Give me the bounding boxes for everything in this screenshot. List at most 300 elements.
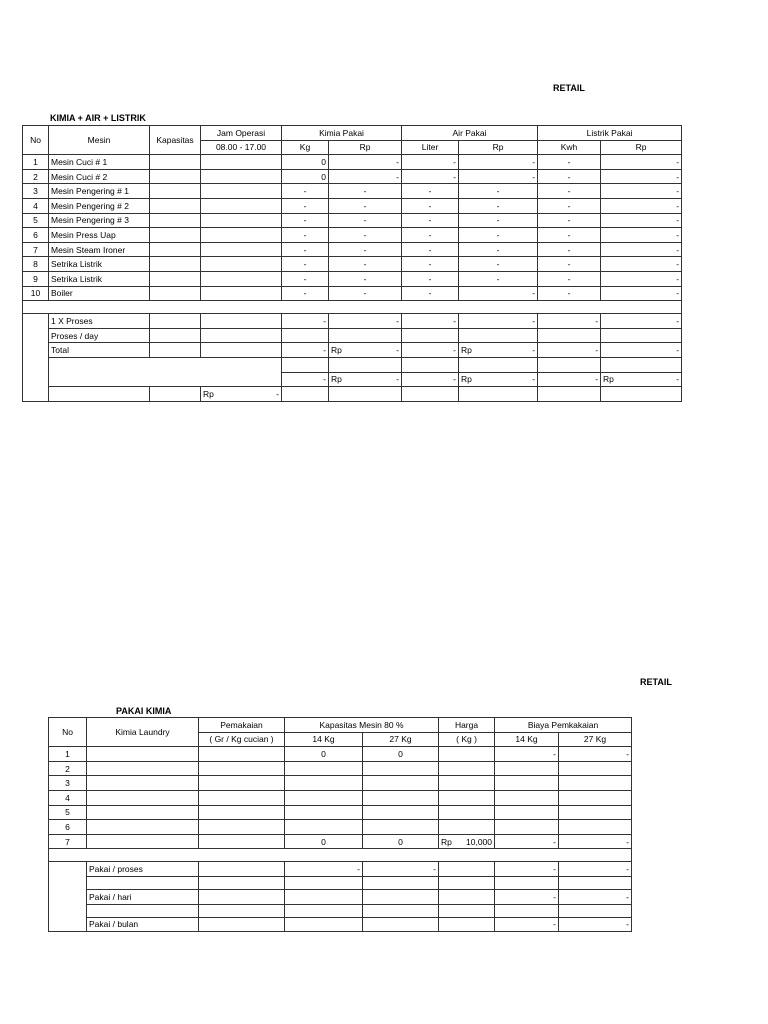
empty-cell xyxy=(459,357,538,372)
empty-cell xyxy=(49,387,150,402)
row-kwh: - xyxy=(538,155,601,170)
rp-prefix: Rp xyxy=(203,388,214,399)
row-no: 5 xyxy=(23,213,49,228)
row-kimia-laundry xyxy=(87,776,199,791)
row-liter: - xyxy=(402,271,459,286)
header-kimia-laundry: Kimia Laundry xyxy=(87,718,199,747)
row-kapasitas xyxy=(150,228,201,243)
empty-cell xyxy=(439,889,495,904)
row-kimia-laundry xyxy=(87,805,199,820)
row-kwh: - xyxy=(538,169,601,184)
machine-row xyxy=(23,155,682,170)
empty-cell xyxy=(363,904,439,917)
row-liter: - xyxy=(402,169,459,184)
row-biaya-14 xyxy=(495,761,559,776)
summary-row-pakai-proses xyxy=(49,862,632,877)
row-no: 10 xyxy=(23,286,49,301)
header-kg: Kg xyxy=(282,140,329,155)
header-no: No xyxy=(49,718,87,747)
summary-row-blank-1 xyxy=(49,876,632,889)
row-kapasitas xyxy=(150,242,201,257)
empty-cell xyxy=(495,904,559,917)
row-kapasitas xyxy=(150,213,201,228)
empty-cell xyxy=(87,876,199,889)
row-listrik-rp: - xyxy=(601,271,682,286)
row-liter: - xyxy=(402,198,459,213)
row-biaya-14 xyxy=(495,790,559,805)
chemical-row xyxy=(49,761,632,776)
row-kimia-rp: - xyxy=(329,286,402,301)
row-no: 7 xyxy=(23,242,49,257)
row-no: 1 xyxy=(49,747,87,762)
row-kimia-rp: - xyxy=(329,257,402,272)
empty-cell xyxy=(201,328,282,343)
machine-row xyxy=(23,242,682,257)
empty-cell xyxy=(150,314,201,329)
header-biaya: Biaya Pemkakaian xyxy=(495,718,632,733)
header-jam-operasi: Jam Operasi xyxy=(201,126,282,141)
grand-listrik-rp xyxy=(601,372,682,387)
row-jam xyxy=(201,286,282,301)
empty-cell xyxy=(199,862,285,877)
total-air-rp xyxy=(459,343,538,358)
row-jam xyxy=(201,155,282,170)
row-kwh: - xyxy=(538,271,601,286)
row-kwh: - xyxy=(538,198,601,213)
row-air-rp: - xyxy=(459,198,538,213)
row-listrik-rp: - xyxy=(601,169,682,184)
row-pemakaian xyxy=(199,747,285,762)
row-kwh: - xyxy=(538,242,601,257)
rp-value: - xyxy=(396,374,400,385)
header-pemakaian-unit: ( Gr / Kg cucian ) xyxy=(199,732,285,747)
row-no: 6 xyxy=(23,228,49,243)
empty-cell xyxy=(559,876,632,889)
row-no: 3 xyxy=(49,776,87,791)
empty-cell xyxy=(329,387,402,402)
row-pemakaian xyxy=(199,834,285,849)
row-liter: - xyxy=(402,213,459,228)
row-air-rp: - xyxy=(459,257,538,272)
proses-listrik-rp: - xyxy=(601,314,682,329)
empty-cell xyxy=(538,357,601,372)
row-mesin: Mesin Pengering # 1 xyxy=(49,184,150,199)
row-kapasitas xyxy=(150,169,201,184)
pakai-hari-b27: - xyxy=(559,889,632,904)
summary-row-proses-day xyxy=(23,328,682,343)
machine-row xyxy=(23,213,682,228)
row-listrik-rp: - xyxy=(601,184,682,199)
row-biaya-14 xyxy=(495,805,559,820)
rp-value: - xyxy=(276,388,279,399)
row-kwh: - xyxy=(538,228,601,243)
empty-cell xyxy=(559,904,632,917)
row-kimia-laundry xyxy=(87,747,199,762)
label-pakai-bulan: Pakai / bulan xyxy=(87,917,199,932)
empty-cell xyxy=(495,876,559,889)
empty-cell xyxy=(199,917,285,932)
empty-cell xyxy=(538,387,601,402)
row-air-rp: - xyxy=(459,169,538,184)
empty-cell xyxy=(282,357,329,372)
proses-kimia-rp: - xyxy=(329,314,402,329)
header-mesin: Mesin xyxy=(49,126,150,155)
machine-row xyxy=(23,184,682,199)
header-row-1 xyxy=(49,718,632,733)
grand-total-rp xyxy=(201,387,282,402)
empty-cell xyxy=(199,876,285,889)
merged-blank-cell xyxy=(49,357,282,386)
empty-cell xyxy=(402,387,459,402)
row-kap-14 xyxy=(285,805,363,820)
row-biaya-27 xyxy=(559,761,632,776)
proses-kg: - xyxy=(282,314,329,329)
section-title-pakai-kimia: PAKAI KIMIA xyxy=(116,706,172,716)
row-biaya-27 xyxy=(559,820,632,835)
row-mesin: Mesin Pengering # 2 xyxy=(49,198,150,213)
machine-row xyxy=(23,257,682,272)
row-air-rp: - xyxy=(459,271,538,286)
row-mesin: Boiler xyxy=(49,286,150,301)
row-kg: 0 xyxy=(282,155,329,170)
rp-prefix: Rp xyxy=(461,374,472,385)
header-kimia-rp: Rp xyxy=(329,140,402,155)
rp-prefix: Rp xyxy=(441,836,452,847)
row-kg: - xyxy=(282,257,329,272)
row-kg: 0 xyxy=(282,169,329,184)
row-harga xyxy=(439,747,495,762)
row-kap-27 xyxy=(363,776,439,791)
header-row-1 xyxy=(23,126,682,141)
row-kimia-rp: - xyxy=(329,155,402,170)
summary-label-proses-day: Proses / day xyxy=(49,328,150,343)
rp-value: - xyxy=(676,374,680,385)
chemical-row xyxy=(49,820,632,835)
row-kwh: - xyxy=(538,257,601,272)
row-no: 1 xyxy=(23,155,49,170)
summary-label-total: Total xyxy=(49,343,150,358)
header-biaya-27kg: 27 Kg xyxy=(559,732,632,747)
section-title-kimia-air-listrik: KIMIA + AIR + LISTRIK xyxy=(50,113,146,123)
row-liter: - xyxy=(402,184,459,199)
empty-cell xyxy=(199,904,285,917)
summary-row-pakai-hari xyxy=(49,889,632,904)
row-kap-27 xyxy=(363,761,439,776)
spacer-row xyxy=(23,301,682,314)
row-liter: - xyxy=(402,286,459,301)
row-air-rp: - xyxy=(459,242,538,257)
header-listrik-pakai: Listrik Pakai xyxy=(538,126,682,141)
empty-cell xyxy=(87,904,199,917)
retail-label-bottom: RETAIL xyxy=(640,677,672,687)
header-liter: Liter xyxy=(402,140,459,155)
row-kwh: - xyxy=(538,286,601,301)
row-no: 6 xyxy=(49,820,87,835)
row-kimia-rp: - xyxy=(329,213,402,228)
row-mesin: Mesin Pengering # 3 xyxy=(49,213,150,228)
row-listrik-rp: - xyxy=(601,198,682,213)
row-biaya-27: - xyxy=(559,747,632,762)
header-pemakaian: Pemakaian xyxy=(199,718,285,733)
header-harga: Harga xyxy=(439,718,495,733)
summary-row-proses xyxy=(23,314,682,329)
empty-cell xyxy=(363,917,439,932)
row-mesin: Mesin Steam Ironer xyxy=(49,242,150,257)
summary-row-blank-2 xyxy=(49,904,632,917)
empty-cell xyxy=(439,904,495,917)
rp-prefix: Rp xyxy=(461,345,472,356)
empty-cell xyxy=(363,889,439,904)
header-harga-unit: ( Kg ) xyxy=(439,732,495,747)
empty-cell xyxy=(285,876,363,889)
row-kimia-rp: - xyxy=(329,271,402,286)
rp-prefix: Rp xyxy=(603,374,614,385)
row-listrik-rp: - xyxy=(601,155,682,170)
chemical-row xyxy=(49,776,632,791)
row-pemakaian xyxy=(199,805,285,820)
empty-cell xyxy=(601,328,682,343)
pakai-bulan-b14: - xyxy=(495,917,559,932)
row-listrik-rp: - xyxy=(601,286,682,301)
machine-row xyxy=(23,169,682,184)
row-kapasitas xyxy=(150,155,201,170)
row-harga xyxy=(439,761,495,776)
header-kapasitas: Kapasitas Mesin 80 % xyxy=(285,718,439,733)
row-air-rp: - xyxy=(459,286,538,301)
row-kg: - xyxy=(282,271,329,286)
row-listrik-rp: - xyxy=(601,228,682,243)
row-kap-27 xyxy=(363,820,439,835)
header-kap-14kg: 14 Kg xyxy=(285,732,363,747)
row-no: 3 xyxy=(23,184,49,199)
empty-cell xyxy=(459,328,538,343)
row-kg: - xyxy=(282,213,329,228)
row-pemakaian xyxy=(199,820,285,835)
row-kwh: - xyxy=(538,213,601,228)
rp-value: - xyxy=(396,345,400,356)
summary-row-pakai-bulan xyxy=(49,917,632,932)
row-jam xyxy=(201,257,282,272)
empty-cell xyxy=(402,328,459,343)
header-jam-time: 08.00 - 17.00 xyxy=(201,140,282,155)
empty-cell xyxy=(285,904,363,917)
row-kap-14: 0 xyxy=(285,834,363,849)
row-harga xyxy=(439,776,495,791)
label-pakai-hari: Pakai / hari xyxy=(87,889,199,904)
machine-row xyxy=(23,271,682,286)
summary-no-cell xyxy=(49,862,87,932)
row-biaya-14 xyxy=(495,776,559,791)
label-pakai-proses: Pakai / proses xyxy=(87,862,199,877)
proses-liter: - xyxy=(402,314,459,329)
row-no: 8 xyxy=(23,257,49,272)
row-mesin: Mesin Press Uap xyxy=(49,228,150,243)
grand-kwh: - xyxy=(538,372,601,387)
empty-cell xyxy=(601,387,682,402)
empty-cell xyxy=(282,387,329,402)
kimia-air-listrik-table xyxy=(22,125,682,402)
row-liter: - xyxy=(402,257,459,272)
empty-cell xyxy=(538,328,601,343)
row-air-rp: - xyxy=(459,155,538,170)
header-no: No xyxy=(23,126,49,155)
row-listrik-rp: - xyxy=(601,213,682,228)
header-air-pakai: Air Pakai xyxy=(402,126,538,141)
summary-no-cell xyxy=(23,314,49,402)
summary-row-blank xyxy=(23,357,682,372)
row-no: 4 xyxy=(23,198,49,213)
row-liter: - xyxy=(402,228,459,243)
pakai-proses-14: - xyxy=(285,862,363,877)
header-air-rp: Rp xyxy=(459,140,538,155)
row-no: 4 xyxy=(49,790,87,805)
row-no: 2 xyxy=(49,761,87,776)
total-kg: - xyxy=(282,343,329,358)
empty-cell xyxy=(199,889,285,904)
row-jam xyxy=(201,184,282,199)
chemical-row xyxy=(49,805,632,820)
row-listrik-rp: - xyxy=(601,242,682,257)
pakai-kimia-table xyxy=(48,717,632,932)
row-kapasitas xyxy=(150,198,201,213)
spacer-cell xyxy=(49,849,632,862)
spacer-row xyxy=(49,849,632,862)
summary-label-proses: 1 X Proses xyxy=(49,314,150,329)
row-air-rp: - xyxy=(459,213,538,228)
row-air-rp: - xyxy=(459,184,538,199)
row-kapasitas xyxy=(150,257,201,272)
empty-cell xyxy=(285,889,363,904)
total-liter: - xyxy=(402,343,459,358)
row-mesin: Mesin Cuci # 1 xyxy=(49,155,150,170)
row-kap-27: 0 xyxy=(363,747,439,762)
row-kimia-laundry xyxy=(87,820,199,835)
row-pemakaian xyxy=(199,776,285,791)
proses-kwh: - xyxy=(538,314,601,329)
row-kap-27 xyxy=(363,805,439,820)
row-jam xyxy=(201,213,282,228)
row-kimia-rp: - xyxy=(329,228,402,243)
row-kap-14 xyxy=(285,820,363,835)
empty-cell xyxy=(439,917,495,932)
row-kg: - xyxy=(282,198,329,213)
empty-cell xyxy=(402,357,459,372)
row-biaya-14: - xyxy=(495,747,559,762)
row-biaya-27: - xyxy=(559,834,632,849)
header-biaya-14kg: 14 Kg xyxy=(495,732,559,747)
row-jam xyxy=(201,271,282,286)
chemical-row xyxy=(49,747,632,762)
row-kg: - xyxy=(282,242,329,257)
row-liter: - xyxy=(402,155,459,170)
empty-cell xyxy=(601,357,682,372)
pakai-hari-b14: - xyxy=(495,889,559,904)
empty-cell xyxy=(363,876,439,889)
grand-air-rp xyxy=(459,372,538,387)
rp-value: - xyxy=(532,345,536,356)
row-kap-14 xyxy=(285,776,363,791)
row-kimia-laundry xyxy=(87,790,199,805)
row-harga xyxy=(439,834,495,849)
machine-row xyxy=(23,286,682,301)
empty-cell xyxy=(282,328,329,343)
row-biaya-27 xyxy=(559,790,632,805)
row-biaya-14: - xyxy=(495,834,559,849)
empty-cell xyxy=(201,314,282,329)
pakai-proses-b27: - xyxy=(559,862,632,877)
pakai-proses-27: - xyxy=(363,862,439,877)
row-no: 5 xyxy=(49,805,87,820)
row-kap-27 xyxy=(363,790,439,805)
chemical-row xyxy=(49,790,632,805)
empty-cell xyxy=(285,917,363,932)
row-kg: - xyxy=(282,228,329,243)
total-kwh: - xyxy=(538,343,601,358)
header-kapasitas: Kapasitas xyxy=(150,126,201,155)
empty-cell xyxy=(150,343,201,358)
row-mesin: Setrika Listrik xyxy=(49,271,150,286)
empty-cell xyxy=(439,862,495,877)
row-kimia-rp: - xyxy=(329,169,402,184)
row-mesin: Mesin Cuci # 2 xyxy=(49,169,150,184)
row-kimia-laundry xyxy=(87,834,199,849)
row-harga xyxy=(439,805,495,820)
row-kimia-rp: - xyxy=(329,242,402,257)
row-kg: - xyxy=(282,286,329,301)
row-kimia-laundry xyxy=(87,761,199,776)
row-jam xyxy=(201,198,282,213)
row-kapasitas xyxy=(150,271,201,286)
row-biaya-27 xyxy=(559,805,632,820)
empty-cell xyxy=(201,343,282,358)
summary-row-total xyxy=(23,343,682,358)
rp-value: 10,000 xyxy=(466,836,493,847)
row-kap-14: 0 xyxy=(285,747,363,762)
row-no: 2 xyxy=(23,169,49,184)
chemical-row xyxy=(49,834,632,849)
row-jam xyxy=(201,169,282,184)
header-kwh: Kwh xyxy=(538,140,601,155)
row-kapasitas xyxy=(150,286,201,301)
spacer-cell xyxy=(23,301,682,314)
row-kimia-rp: - xyxy=(329,198,402,213)
empty-cell xyxy=(439,876,495,889)
row-no: 7 xyxy=(49,834,87,849)
row-pemakaian xyxy=(199,790,285,805)
empty-cell xyxy=(329,328,402,343)
row-kimia-rp: - xyxy=(329,184,402,199)
total-listrik-rp: - xyxy=(601,343,682,358)
row-listrik-rp: - xyxy=(601,257,682,272)
machine-row xyxy=(23,198,682,213)
retail-label-top: RETAIL xyxy=(553,83,585,93)
row-jam xyxy=(201,242,282,257)
row-kg: - xyxy=(282,184,329,199)
header-kap-27kg: 27 Kg xyxy=(363,732,439,747)
row-kap-27: 0 xyxy=(363,834,439,849)
machine-row xyxy=(23,228,682,243)
row-biaya-14 xyxy=(495,820,559,835)
row-liter: - xyxy=(402,242,459,257)
summary-row-grand-rp xyxy=(23,387,682,402)
row-air-rp: - xyxy=(459,228,538,243)
header-listrik-rp: Rp xyxy=(601,140,682,155)
rp-value: - xyxy=(532,374,536,385)
rp-prefix: Rp xyxy=(331,345,342,356)
grand-kimia-rp xyxy=(329,372,402,387)
pakai-proses-b14: - xyxy=(495,862,559,877)
row-mesin: Setrika Listrik xyxy=(49,257,150,272)
